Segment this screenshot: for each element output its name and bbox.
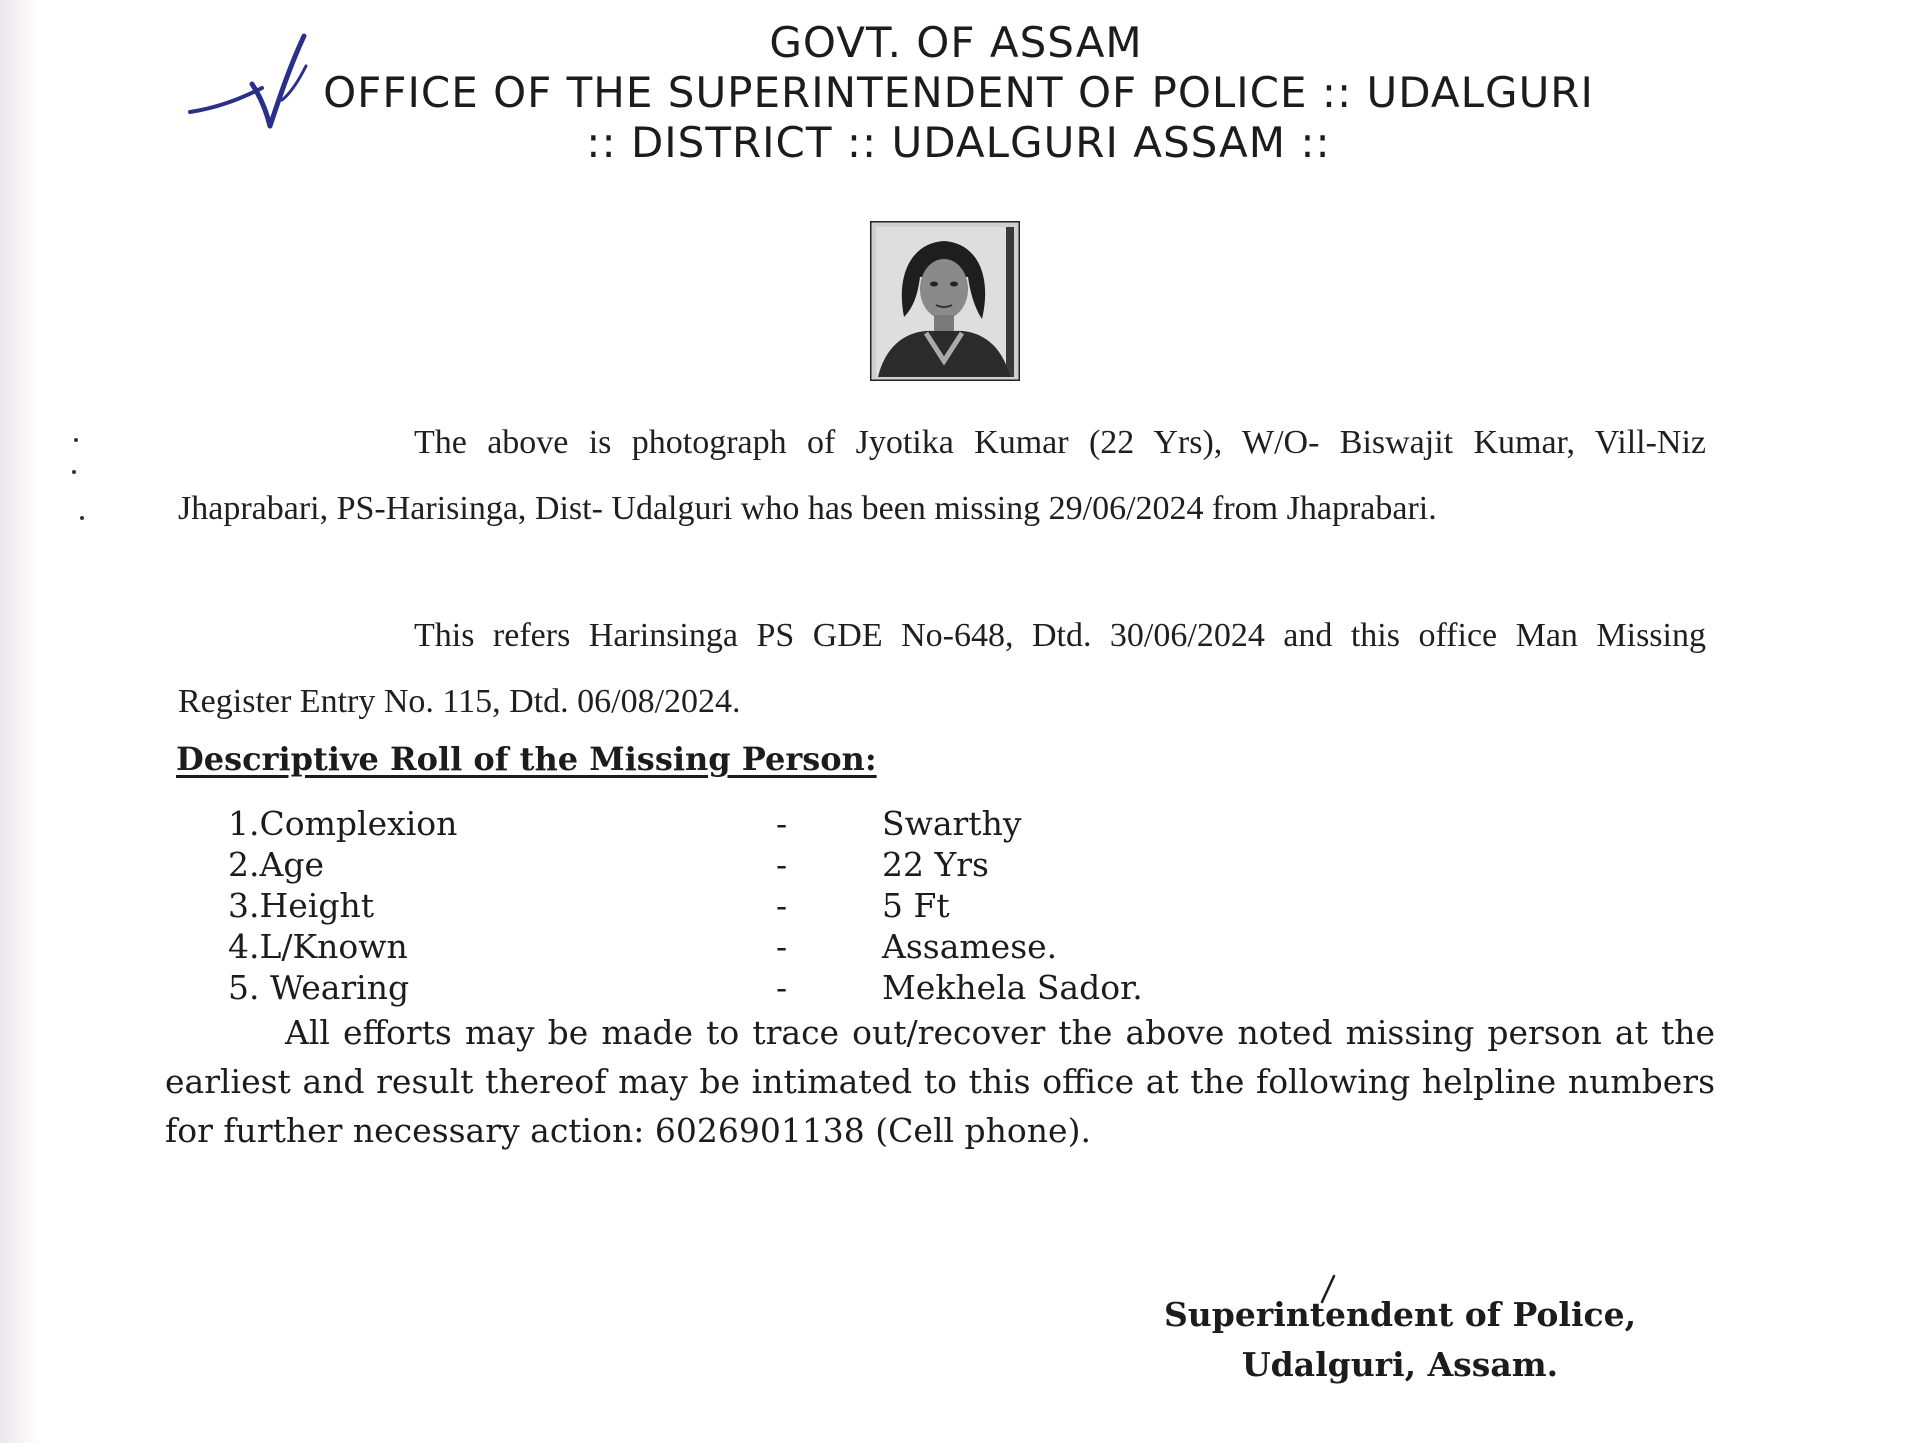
roll-value: Mekhela Sador. — [882, 968, 1143, 1007]
signature-location: Udalguri, Assam. — [1241, 1345, 1559, 1384]
roll-row-complexion — [228, 803, 1188, 844]
roll-label: 1.Complexion — [228, 804, 458, 843]
roll-label: 3.Height — [228, 886, 374, 925]
scan-speck — [80, 516, 84, 520]
roll-dash: - — [776, 804, 788, 843]
scan-speck — [72, 470, 76, 474]
reference-text: This refers Harinsinga PS GDE No-648, Dtd. 30/06/2024 and this office Man Missing Register Entry No. 115, Dtd. 06/08/2024. — [178, 617, 1706, 720]
roll-row-language-known — [228, 926, 1188, 967]
roll-dash: - — [776, 927, 788, 966]
header-govt-line: GOVT. OF ASSAM — [769, 18, 1143, 67]
roll-label: 5. Wearing — [228, 968, 410, 1007]
header-office-line: OFFICE OF THE SUPERINTENDENT OF POLICE :: UDALGURI — [323, 68, 1594, 117]
descriptive-roll-list — [228, 803, 1188, 1008]
descriptive-roll-heading: Descriptive Roll of the Missing Person: — [176, 740, 877, 778]
scan-left-edge — [0, 0, 38, 1443]
signature-title: Superintendent of Police, — [1163, 1295, 1637, 1334]
roll-label: 4.L/Known — [228, 927, 408, 966]
roll-dash: - — [776, 845, 788, 884]
roll-label: 2.Age — [228, 845, 324, 884]
roll-dash: - — [776, 968, 788, 1007]
scan-speck — [74, 438, 78, 442]
closing-text: All efforts may be made to trace out/recover the above noted missing person at the earliest and result thereof may be intimated to this office at the following helpline numbers for further necessary action: 6026901138 (Cell phone). — [165, 1013, 1715, 1150]
reference-paragraph — [178, 603, 1706, 735]
roll-dash: - — [776, 886, 788, 925]
header-district-line: :: DISTRICT :: UDALGURI ASSAM :: — [586, 118, 1331, 167]
photo-description-paragraph — [178, 410, 1706, 542]
roll-row-wearing — [228, 967, 1188, 1008]
roll-value: Swarthy — [882, 804, 1022, 843]
roll-row-age — [228, 844, 1188, 885]
missing-person-photo — [870, 221, 1020, 381]
signature-block — [1150, 1290, 1650, 1390]
roll-value: 5 Ft — [882, 886, 950, 925]
closing-paragraph — [165, 1008, 1715, 1155]
roll-value: 22 Yrs — [882, 845, 989, 884]
photo-description-text: The above is photograph of Jyotika Kumar (22 Yrs), W/O- Biswajit Kumar, Vill-Niz Jhaprabari, PS-Harisinga, Dist- Udalguri who has been missing 29/06/2024 from Jhaprabari. — [178, 424, 1706, 527]
roll-row-height — [228, 885, 1188, 926]
roll-value: Assamese. — [882, 927, 1058, 966]
document-header — [0, 18, 1912, 168]
